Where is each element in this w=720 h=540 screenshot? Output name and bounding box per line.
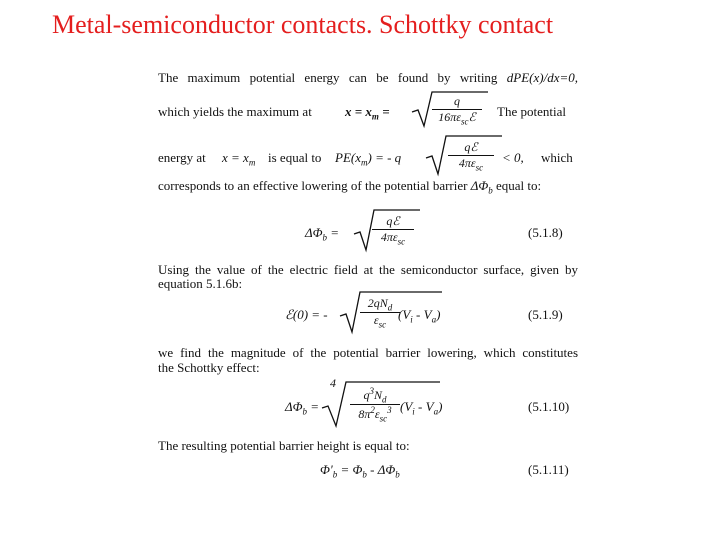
eq5110-fraction: $q^3N_d$ $8\pi^2\varepsilon_{sc}^3$ xyxy=(350,386,400,424)
eq5110-voltage-term: $(V_i - V_a)$ xyxy=(400,399,443,417)
x-equals-xm: $x = x_m$ xyxy=(222,150,256,168)
para4-line1: The resulting potential barrier height is equal to: xyxy=(158,438,410,453)
para1-line2-pre: which yields the maximum at xyxy=(158,104,312,119)
derivative-expression: dPE(x)/dx=0, xyxy=(506,70,578,85)
eq519-lhs: ℰ(0) = - xyxy=(285,307,328,322)
para2-line1: Using the value of the electric field at the semiconductor surface, given by xyxy=(158,262,578,277)
eq518-number: (5.1.8) xyxy=(528,225,563,240)
xm-fraction: q $16\pi\varepsilon_{sc}ℰ$ xyxy=(432,94,482,126)
eq5111-number: (5.1.11) xyxy=(528,462,569,477)
para3-line2: the Schottky effect: xyxy=(158,360,260,375)
para1-line3-mid: is equal to xyxy=(268,150,322,165)
para1-line1 xyxy=(158,70,578,86)
page-title: Metal-semiconductor contacts. Schottky contact xyxy=(52,10,554,39)
eq519-voltage-term: $(V_i - V_a)$ xyxy=(398,307,441,325)
eq5110-lhs: $\Delta\Phi_b$ = xyxy=(285,399,320,417)
para1-line4: corresponds to an effective lowering of the potential barrier $\Delta\Phi_b$ equal to: xyxy=(158,178,542,196)
eq5111-expression: $\Phi'_b = \Phi_b - \Delta\Phi_b$ xyxy=(320,462,400,480)
delta-phi-b-symbol: $\Delta\Phi_b$ xyxy=(470,178,493,196)
para2-line2: equation 5.1.6b: xyxy=(158,276,243,291)
xm-equation: $x = x_m$ = xyxy=(345,104,390,122)
para1-line3-pre: energy at xyxy=(158,150,206,165)
para1-line2-post: The potential xyxy=(497,104,566,119)
para1-line1-text: The maximum potential energy can be found by writing xyxy=(158,70,498,85)
eq518-fraction: qℰ $4\pi\varepsilon_{sc}$ xyxy=(372,214,414,246)
eq5110-root-index: 4 xyxy=(330,376,336,390)
eq5110-number: (5.1.10) xyxy=(528,399,570,414)
eq519-number: (5.1.9) xyxy=(528,307,563,322)
para1-line3-post: which xyxy=(541,150,573,165)
potential-energy-expr: $PE(x_m)$ = - q xyxy=(335,150,402,168)
eq518-lhs: $\Delta\Phi_b$ = xyxy=(305,225,340,243)
eq519-fraction: $2qN_d$ $\varepsilon_{sc}$ xyxy=(360,296,400,330)
pe-fraction: qℰ $4\pi\varepsilon_{sc}$ xyxy=(448,140,494,172)
para3-line1: we find the magnitude of the potential barrier lowering, which constitutes xyxy=(158,345,578,360)
less-than-zero: < 0, xyxy=(502,150,524,165)
